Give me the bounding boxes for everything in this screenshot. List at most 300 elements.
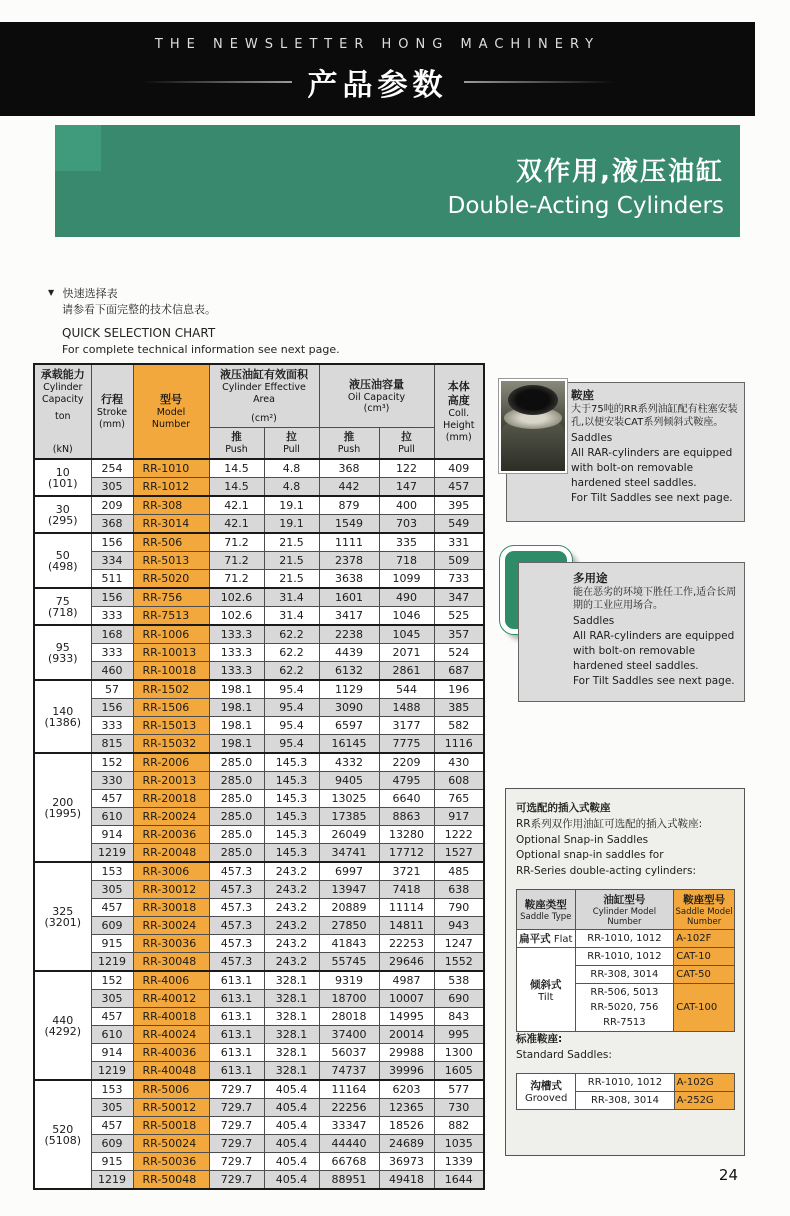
- oil-push-cell: 26049: [319, 826, 379, 844]
- title-divider-left: [142, 81, 292, 83]
- stroke-cell: 914: [91, 1044, 133, 1062]
- area-push-cell: 457.3: [209, 881, 264, 899]
- area-pull-cell: 328.1: [264, 1026, 319, 1044]
- saddle-type-cell: [517, 948, 576, 1032]
- area-push-cell: 285.0: [209, 808, 264, 826]
- area-pull-cell: 243.2: [264, 899, 319, 917]
- intro-zh-title: 快速选择表: [62, 287, 118, 300]
- saddle-type-cell: [517, 1073, 576, 1109]
- stroke-cell: 368: [91, 515, 133, 534]
- model-cell: RR-756: [133, 588, 209, 607]
- model-cell: RR-20013: [133, 772, 209, 790]
- saddle-model-cell: A-252G: [674, 1091, 734, 1109]
- table-row: [34, 808, 484, 826]
- saddle-model-cell: A-102G: [674, 1073, 734, 1091]
- table-row: [34, 680, 484, 699]
- standard-saddle-table: [516, 1073, 735, 1110]
- oil-push-cell: 18700: [319, 990, 379, 1008]
- oil-pull-cell: 29646: [379, 953, 434, 972]
- model-cell: RR-5013: [133, 552, 209, 570]
- oil-push-cell: 4439: [319, 644, 379, 662]
- model-line: RR-1010, 1012: [587, 933, 662, 945]
- stroke-cell: 153: [91, 862, 133, 881]
- model-cell: RR-30036: [133, 935, 209, 953]
- model-cell: RR-1506: [133, 699, 209, 717]
- model-cell: RR-1006: [133, 625, 209, 644]
- snap-col-header: [575, 889, 674, 929]
- height-cell: 485: [434, 862, 484, 881]
- product-banner: [55, 125, 740, 237]
- model-cell: RR-40036: [133, 1044, 209, 1062]
- area-push-cell: 198.1: [209, 680, 264, 699]
- oil-push-cell: 442: [319, 478, 379, 497]
- area-pull-cell: 19.1: [264, 515, 319, 534]
- area-pull-cell: 21.5: [264, 533, 319, 552]
- area-pull-cell: 243.2: [264, 917, 319, 935]
- cylinder-model-cell: RR-1010, 1012: [576, 1073, 674, 1091]
- height-cell: 943: [434, 917, 484, 935]
- oil-pull-cell: 24689: [379, 1135, 434, 1153]
- saddle-model-cell: CAT-50: [674, 966, 735, 984]
- area-pull-cell: 145.3: [264, 753, 319, 772]
- model-cell: RR-20024: [133, 808, 209, 826]
- table-row: [34, 496, 484, 515]
- height-cell: 790: [434, 899, 484, 917]
- oil-push-cell: 33347: [319, 1117, 379, 1135]
- table-body: [34, 459, 484, 1189]
- oil-pull-cell: 8863: [379, 808, 434, 826]
- table-row: [34, 1153, 484, 1171]
- table-row: [34, 1044, 484, 1062]
- height-cell: 882: [434, 1117, 484, 1135]
- top-header-bar: [0, 22, 755, 116]
- area-pull-cell: 62.2: [264, 644, 319, 662]
- versatility-title-zh: 多用途: [573, 571, 608, 585]
- banner-accent-square: [55, 125, 101, 171]
- area-pull-cell: 95.4: [264, 717, 319, 735]
- height-cell: 995: [434, 1026, 484, 1044]
- oil-push-cell: 2378: [319, 552, 379, 570]
- saddle-photo: [498, 378, 568, 474]
- stroke-cell: 152: [91, 971, 133, 990]
- height-cell: 917: [434, 808, 484, 826]
- area-push-cell: 14.5: [209, 459, 264, 478]
- banner-title-en: Double-Acting Cylinders: [447, 193, 724, 219]
- area-push-cell: 457.3: [209, 899, 264, 917]
- oil-pull-cell: 7418: [379, 881, 434, 899]
- area-pull-cell: 21.5: [264, 552, 319, 570]
- area-push-cell: 102.6: [209, 588, 264, 607]
- area-pull-cell: 328.1: [264, 990, 319, 1008]
- area-pull-cell: 19.1: [264, 496, 319, 515]
- page-title-row: [0, 60, 755, 104]
- height-cell: 549: [434, 515, 484, 534]
- intro-en-block: [62, 325, 340, 358]
- standard-saddles-title-zh: 标准鞍座:: [516, 1033, 563, 1046]
- oil-pull-cell: 4795: [379, 772, 434, 790]
- saddles-body-zh: 大于75吨的RR系列油缸配有柱塞安装孔,以便安装CAT系列倾斜式鞍座。: [571, 403, 738, 429]
- type-en: Grooved: [525, 1093, 568, 1105]
- model-cell: RR-2006: [133, 753, 209, 772]
- oil-pull-cell: 4987: [379, 971, 434, 990]
- area-pull-cell: 145.3: [264, 844, 319, 863]
- type-zh: 扁平式: [519, 933, 551, 946]
- area-push-cell: 729.7: [209, 1135, 264, 1153]
- area-push-cell: 457.3: [209, 935, 264, 953]
- table-row: [34, 625, 484, 644]
- type-en: Tilt: [538, 991, 554, 1003]
- height-cell: 430: [434, 753, 484, 772]
- model-cell: RR-3014: [133, 515, 209, 534]
- header-zh: 鞍座类型: [524, 898, 567, 911]
- oil-push-cell: 20889: [319, 899, 379, 917]
- model-cell: RR-5020: [133, 570, 209, 589]
- model-cell: RR-1502: [133, 680, 209, 699]
- model-cell: RR-20036: [133, 826, 209, 844]
- triangle-marker-icon: ▼: [48, 288, 55, 297]
- area-push-cell: 71.2: [209, 570, 264, 589]
- model-cell: RR-506: [133, 533, 209, 552]
- area-push-cell: 729.7: [209, 1171, 264, 1190]
- oil-push-cell: 1549: [319, 515, 379, 534]
- oil-pull-cell: 1045: [379, 625, 434, 644]
- capacity-ton: 440: [52, 1013, 74, 1027]
- oil-push-cell: 3090: [319, 699, 379, 717]
- cylinder-model-cell: RR-308, 3014: [576, 1091, 674, 1109]
- stroke-cell: 610: [91, 808, 133, 826]
- height-cell: 385: [434, 699, 484, 717]
- area-pull-cell: 4.8: [264, 478, 319, 497]
- oil-pull-cell: 13280: [379, 826, 434, 844]
- oil-pull-cell: 544: [379, 680, 434, 699]
- table-row: [34, 1080, 484, 1099]
- snap-title-zh: 可选配的插入式鞍座: [516, 802, 611, 814]
- header-zh: 油缸型号: [603, 893, 646, 906]
- saddles-note-box: [506, 382, 745, 522]
- stroke-cell: 152: [91, 753, 133, 772]
- oil-push-cell: 34741: [319, 844, 379, 863]
- versatility-note-box: [518, 562, 745, 702]
- stroke-cell: 460: [91, 662, 133, 681]
- saddle-model-cell: CAT-10: [674, 948, 735, 966]
- model-cell: RR-50048: [133, 1171, 209, 1190]
- height-cell: 733: [434, 570, 484, 589]
- col-header-height: 本体 高度 Coll. Height (mm): [434, 364, 484, 459]
- area-pull-cell: 145.3: [264, 772, 319, 790]
- stroke-cell: 609: [91, 1135, 133, 1153]
- oil-push-cell: 56037: [319, 1044, 379, 1062]
- area-pull-cell: 405.4: [264, 1099, 319, 1117]
- area-push-cell: 457.3: [209, 862, 264, 881]
- capacity-kn: (3201): [44, 915, 82, 929]
- height-cell: 582: [434, 717, 484, 735]
- capacity-ton: 520: [52, 1122, 74, 1136]
- capacity-cell: [34, 753, 91, 862]
- table-row: [34, 935, 484, 953]
- area-pull-cell: 95.4: [264, 680, 319, 699]
- height-cell: 395: [434, 496, 484, 515]
- oil-pull-cell: 2071: [379, 644, 434, 662]
- stroke-cell: 305: [91, 881, 133, 899]
- table-row: [34, 699, 484, 717]
- newsletter-title: THE NEWSLETTER HONG MACHINERY: [154, 37, 601, 52]
- oil-push-cell: 6132: [319, 662, 379, 681]
- header-en: Cylinder Model: [592, 906, 657, 917]
- height-cell: 1300: [434, 1044, 484, 1062]
- area-pull-cell: 243.2: [264, 953, 319, 972]
- oil-pull-cell: 11114: [379, 899, 434, 917]
- stroke-cell: 1219: [91, 953, 133, 972]
- area-push-cell: 133.3: [209, 662, 264, 681]
- intro-en-sub: For complete technical information see next page.: [62, 343, 340, 357]
- header-en: Saddle Type: [520, 911, 572, 922]
- capacity-cell: [34, 588, 91, 625]
- oil-push-cell: 66768: [319, 1153, 379, 1171]
- type-zh: 沟槽式: [530, 1080, 562, 1093]
- capacity-kn: (1995): [44, 806, 82, 820]
- saddle-model-cell: CAT-100: [674, 984, 735, 1032]
- table-row: [34, 826, 484, 844]
- oil-pull-cell: 7775: [379, 735, 434, 754]
- area-pull-cell: 31.4: [264, 588, 319, 607]
- table-row: [34, 588, 484, 607]
- oil-pull-cell: 6640: [379, 790, 434, 808]
- oil-pull-cell: 29988: [379, 1044, 434, 1062]
- saddle-photo-image: [501, 381, 565, 471]
- area-push-cell: 198.1: [209, 735, 264, 754]
- capacity-cell: [34, 862, 91, 971]
- area-push-cell: 457.3: [209, 953, 264, 972]
- area-pull-cell: 405.4: [264, 1080, 319, 1099]
- area-push-cell: 285.0: [209, 826, 264, 844]
- area-push-cell: 613.1: [209, 1062, 264, 1081]
- standard-row: [517, 1073, 735, 1091]
- capacity-kn: (4292): [44, 1024, 82, 1038]
- area-pull-cell: 95.4: [264, 699, 319, 717]
- height-cell: 1116: [434, 735, 484, 754]
- model-line: RR-308, 3014: [590, 969, 659, 981]
- model-cell: RR-40012: [133, 990, 209, 1008]
- quick-selection-intro: [48, 286, 340, 358]
- capacity-cell: [34, 625, 91, 680]
- oil-push-cell: 28018: [319, 1008, 379, 1026]
- area-push-cell: 729.7: [209, 1153, 264, 1171]
- stroke-cell: 333: [91, 607, 133, 626]
- area-pull-cell: 21.5: [264, 570, 319, 589]
- area-pull-cell: 405.4: [264, 1117, 319, 1135]
- header-en: Saddle Model: [675, 906, 733, 917]
- area-push-cell: 613.1: [209, 1008, 264, 1026]
- capacity-kn: (101): [47, 476, 78, 490]
- area-pull-cell: 95.4: [264, 735, 319, 754]
- height-cell: 1644: [434, 1171, 484, 1190]
- oil-push-cell: 74737: [319, 1062, 379, 1081]
- oil-push-cell: 368: [319, 459, 379, 478]
- height-cell: 608: [434, 772, 484, 790]
- height-cell: 1527: [434, 844, 484, 863]
- oil-pull-cell: 18526: [379, 1117, 434, 1135]
- page-number: 24: [718, 1166, 738, 1184]
- header-en: Number: [687, 916, 722, 927]
- oil-pull-cell: 1488: [379, 699, 434, 717]
- area-pull-cell: 243.2: [264, 881, 319, 899]
- oil-pull-cell: 49418: [379, 1171, 434, 1190]
- model-cell: RR-40018: [133, 1008, 209, 1026]
- oil-push-cell: 2238: [319, 625, 379, 644]
- height-cell: 577: [434, 1080, 484, 1099]
- area-push-cell: 133.3: [209, 625, 264, 644]
- oil-push-cell: 44440: [319, 1135, 379, 1153]
- saddle-model-cell: A-102F: [674, 930, 735, 948]
- height-cell: 843: [434, 1008, 484, 1026]
- oil-pull-cell: 10007: [379, 990, 434, 1008]
- height-cell: 347: [434, 588, 484, 607]
- stroke-cell: 609: [91, 917, 133, 935]
- model-cell: RR-5006: [133, 1080, 209, 1099]
- capacity-ton: 200: [52, 795, 74, 809]
- height-cell: 690: [434, 990, 484, 1008]
- stroke-cell: 305: [91, 478, 133, 497]
- area-push-cell: 285.0: [209, 753, 264, 772]
- table-row: [34, 1117, 484, 1135]
- height-cell: 765: [434, 790, 484, 808]
- height-cell: 1339: [434, 1153, 484, 1171]
- stroke-cell: 333: [91, 644, 133, 662]
- table-header: [34, 364, 484, 459]
- table-row: [34, 953, 484, 972]
- oil-pull-cell: 12365: [379, 1099, 434, 1117]
- oil-pull-cell: 14811: [379, 917, 434, 935]
- stroke-cell: 57: [91, 680, 133, 699]
- capacity-ton: 50: [55, 548, 70, 562]
- capacity-ton: 95: [55, 640, 70, 654]
- area-pull-cell: 405.4: [264, 1171, 319, 1190]
- height-cell: 331: [434, 533, 484, 552]
- model-cell: RR-50012: [133, 1099, 209, 1117]
- versatility-title-en: Saddles: [573, 615, 615, 628]
- stroke-cell: 330: [91, 772, 133, 790]
- oil-pull-cell: 39996: [379, 1062, 434, 1081]
- capacity-cell: [34, 971, 91, 1080]
- versatility-body-zh: 能在恶劣的环境下胜任工作,适合长周期的工业应用场合。: [573, 586, 737, 612]
- area-push-cell: 613.1: [209, 971, 264, 990]
- oil-pull-cell: 490: [379, 588, 434, 607]
- area-pull-cell: 328.1: [264, 1062, 319, 1081]
- oil-pull-cell: 1099: [379, 570, 434, 589]
- standard-saddles-title-en: Standard Saddles:: [516, 1048, 612, 1061]
- model-cell: RR-30024: [133, 917, 209, 935]
- model-cell: RR-308: [133, 496, 209, 515]
- table-row: [34, 644, 484, 662]
- area-pull-cell: 328.1: [264, 1008, 319, 1026]
- table-row: [34, 990, 484, 1008]
- capacity-kn: (498): [47, 559, 78, 573]
- oil-push-cell: 13025: [319, 790, 379, 808]
- subheader-area-push: 推 Push: [209, 428, 264, 460]
- height-cell: 457: [434, 478, 484, 497]
- stroke-cell: 815: [91, 735, 133, 754]
- capacity-ton: 75: [55, 594, 70, 608]
- saddles-title-en: Saddles: [571, 432, 613, 445]
- saddle-type-cell: [517, 930, 576, 948]
- area-push-cell: 613.1: [209, 1044, 264, 1062]
- stroke-cell: 457: [91, 1008, 133, 1026]
- cylinder-model-cell: [575, 984, 674, 1032]
- model-cell: RR-3006: [133, 862, 209, 881]
- area-push-cell: 285.0: [209, 844, 264, 863]
- area-pull-cell: 328.1: [264, 1044, 319, 1062]
- model-cell: RR-7513: [133, 607, 209, 626]
- col-header-capacity: 承载能力 Cylinder Capacity ton (kN): [34, 364, 91, 459]
- model-cell: RR-1012: [133, 478, 209, 497]
- cylinder-model-cell: [575, 948, 674, 966]
- model-line: RR-1010, 1012: [587, 951, 662, 963]
- model-cell: RR-30018: [133, 899, 209, 917]
- col-header-effective-area: 液压油缸有效面积 Cylinder Effective Area (cm²): [209, 364, 319, 428]
- model-line: RR-506, 5013: [590, 987, 659, 999]
- stroke-cell: 457: [91, 899, 133, 917]
- table-row: [34, 1099, 484, 1117]
- stroke-cell: 153: [91, 1080, 133, 1099]
- height-cell: 1222: [434, 826, 484, 844]
- capacity-cell: [34, 496, 91, 533]
- capacity-ton: 10: [55, 465, 70, 479]
- col-header-model: 型号 Model Number: [133, 364, 209, 459]
- area-push-cell: 729.7: [209, 1117, 264, 1135]
- area-push-cell: 14.5: [209, 478, 264, 497]
- model-cell: RR-15032: [133, 735, 209, 754]
- col-header-stroke: 行程 Stroke (mm): [91, 364, 133, 459]
- area-pull-cell: 243.2: [264, 935, 319, 953]
- oil-push-cell: 55745: [319, 953, 379, 972]
- height-cell: 538: [434, 971, 484, 990]
- oil-pull-cell: 400: [379, 496, 434, 515]
- oil-push-cell: 9405: [319, 772, 379, 790]
- subheader-area-pull: 拉 Pull: [264, 428, 319, 460]
- versatility-body-en: All RAR-cylinders are equipped with bolt-on removable hardened steel saddles.: [573, 630, 735, 672]
- oil-pull-cell: 703: [379, 515, 434, 534]
- model-cell: RR-20048: [133, 844, 209, 863]
- area-pull-cell: 145.3: [264, 790, 319, 808]
- snap-sub-en-2: RR-Series double-acting cylinders:: [516, 865, 696, 877]
- intro-zh-sub: 请参看下面完整的技术信息表。: [62, 302, 216, 316]
- model-cell: RR-50024: [133, 1135, 209, 1153]
- table-row: [34, 917, 484, 935]
- oil-push-cell: 3417: [319, 607, 379, 626]
- model-cell: RR-40024: [133, 1026, 209, 1044]
- height-cell: 1035: [434, 1135, 484, 1153]
- oil-push-cell: 1601: [319, 588, 379, 607]
- table-row: [34, 607, 484, 626]
- oil-push-cell: 13947: [319, 881, 379, 899]
- oil-push-cell: 879: [319, 496, 379, 515]
- area-pull-cell: 62.2: [264, 662, 319, 681]
- table-row: [34, 1062, 484, 1081]
- snap-title-en: Optional Snap-in Saddles: [516, 833, 649, 846]
- cylinder-model-cell: [575, 930, 674, 948]
- oil-push-cell: 22256: [319, 1099, 379, 1117]
- area-push-cell: 102.6: [209, 607, 264, 626]
- stroke-cell: 457: [91, 790, 133, 808]
- oil-push-cell: 27850: [319, 917, 379, 935]
- stroke-cell: 305: [91, 990, 133, 1008]
- height-cell: 1605: [434, 1062, 484, 1081]
- quick-selection-table: [33, 363, 485, 1190]
- oil-pull-cell: 17712: [379, 844, 434, 863]
- table-row: [34, 662, 484, 681]
- stroke-cell: 254: [91, 459, 133, 478]
- table-row: [34, 459, 484, 478]
